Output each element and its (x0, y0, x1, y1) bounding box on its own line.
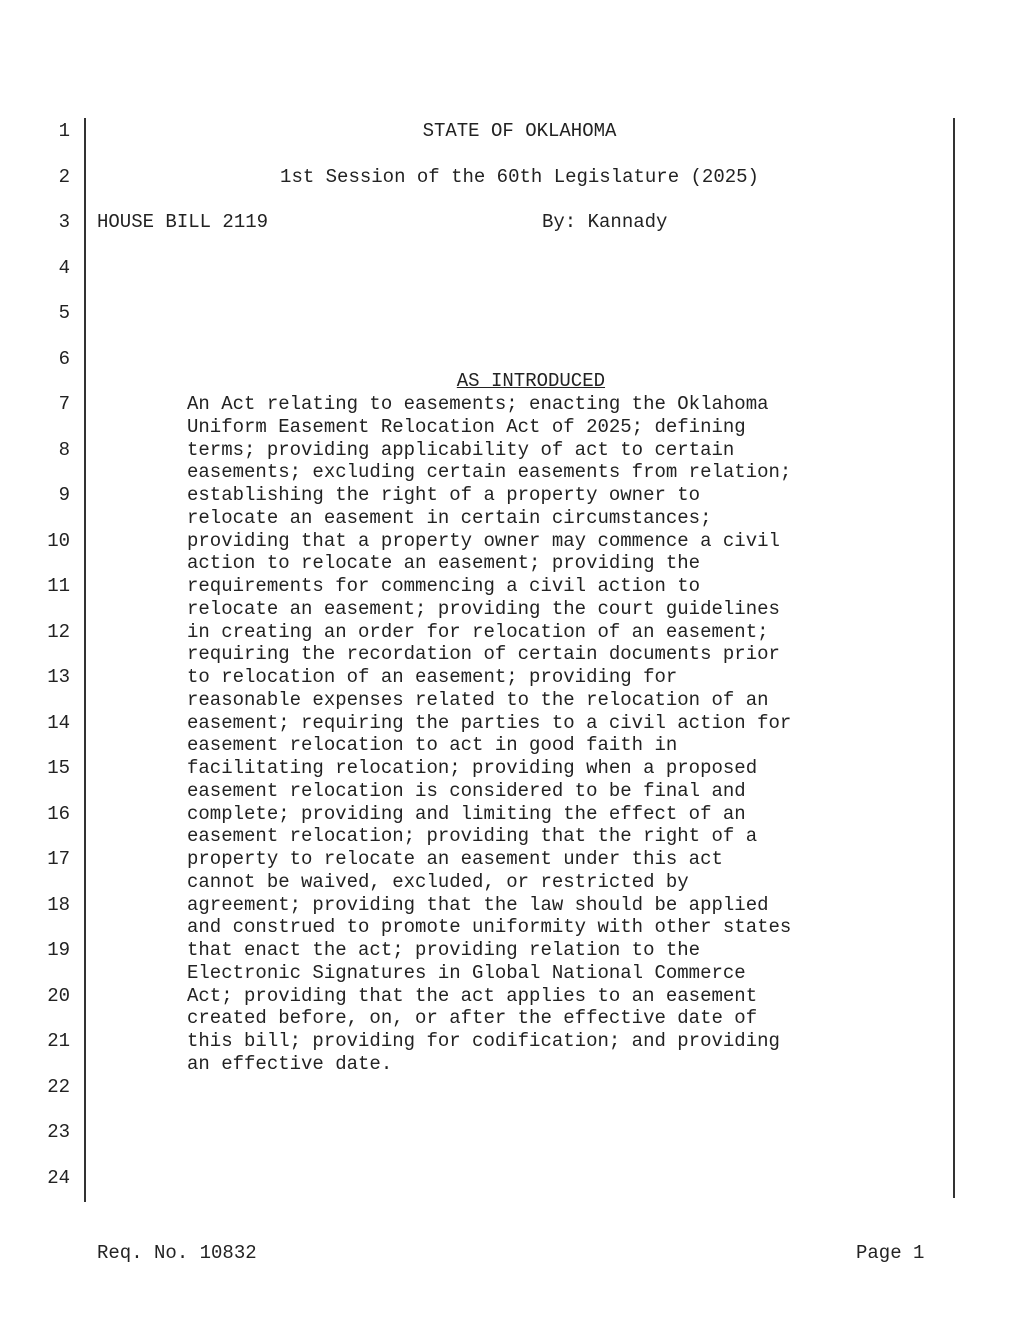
line-number: 14 (47, 711, 70, 734)
line-number: 23 (47, 1121, 70, 1143)
summary-line: terms; providing applicability of act to certain (187, 438, 735, 461)
summary-line: an effective date. (187, 1052, 393, 1075)
summary-line: to relocation of an easement; providing for (187, 666, 678, 688)
summary-line: An Act relating to easements; enacting the Oklahoma (187, 393, 769, 415)
line-number: 21 (47, 1030, 70, 1052)
summary-line: Uniform Easement Relocation Act of 2025; defining (187, 415, 746, 438)
request-number: Req. No. 10832 (97, 1242, 257, 1264)
summary-line: easement relocation; providing that the right of a (187, 825, 758, 848)
line-number: 13 (47, 666, 70, 688)
line-number: 16 (47, 802, 70, 825)
bill-author: By: Kannady (542, 211, 668, 233)
line-number: 19 (47, 939, 70, 961)
summary-line: agreement; providing that the law should be applied (187, 893, 769, 916)
summary-line: relocate an easement in certain circumstances; (187, 506, 712, 529)
session-heading: 1st Session of the 60th Legislature (2025) (280, 166, 759, 188)
summary-line: Electronic Signatures in Global National Commerce (187, 961, 746, 984)
line-number: 20 (47, 984, 70, 1007)
line-number: 2 (58, 165, 70, 188)
summary-line: easement; requiring the parties to a civil action for (187, 711, 792, 734)
summary-line: establishing the right of a property owner to (187, 484, 701, 506)
line-number: 18 (47, 893, 70, 916)
line-number: 22 (47, 1075, 70, 1098)
summary-line: easement relocation to act in good faith in (187, 734, 678, 757)
status-heading: AS INTRODUCED (456, 370, 606, 392)
summary-line: Act; providing that the act applies to an easement (187, 984, 758, 1007)
line-number: 17 (47, 848, 70, 870)
act-summary (187, 393, 887, 1076)
line-number: 3 (58, 211, 70, 233)
line-number: 24 (47, 1166, 70, 1189)
summary-line: providing that a property owner may commence a civil (187, 529, 780, 552)
line-number: 6 (58, 347, 70, 370)
summary-line: complete; providing and limiting the effect of an (187, 802, 746, 825)
line-number: 5 (58, 302, 70, 324)
line-number: 15 (47, 757, 70, 779)
right-margin-rule (953, 118, 955, 1198)
summary-line: that enact the act; providing relation to the (187, 939, 701, 961)
summary-line: this bill; providing for codification; and providing (187, 1030, 780, 1052)
summary-line: created before, on, or after the effective date of (187, 1007, 758, 1030)
summary-line: property to relocate an easement under this act (187, 848, 723, 870)
line-number: 4 (58, 256, 70, 279)
status-wrapper (86, 348, 953, 392)
summary-line: action to relocate an easement; providing the (187, 552, 701, 575)
summary-line: requirements for commencing a civil action to (187, 575, 701, 597)
page-number: Page 1 (856, 1242, 925, 1264)
summary-line: requiring the recordation of certain documents prior (187, 643, 780, 666)
line-number: 12 (47, 620, 70, 643)
left-margin-rule (84, 118, 86, 1202)
line-number: 11 (47, 575, 70, 597)
line-number: 1 (58, 120, 70, 142)
summary-line: and construed to promote uniformity with other states (187, 916, 792, 939)
summary-line: cannot be waived, excluded, or restricted by (187, 870, 689, 893)
summary-line: reasonable expenses related to the relocation of an (187, 688, 769, 711)
summary-line: in creating an order for relocation of an easement; (187, 620, 769, 643)
line-number: 8 (58, 438, 70, 461)
summary-line: easement relocation is considered to be final and (187, 779, 746, 802)
summary-line: relocate an easement; providing the court guidelines (187, 597, 780, 620)
summary-line: facilitating relocation; providing when a proposed (187, 757, 758, 779)
line-number: 9 (58, 484, 70, 506)
line-number: 10 (47, 529, 70, 552)
state-heading: STATE OF OKLAHOMA (422, 120, 617, 142)
line-number: 7 (58, 393, 70, 415)
bill-number: HOUSE BILL 2119 (97, 211, 269, 233)
summary-line: easements; excluding certain easements from relation; (187, 461, 792, 484)
